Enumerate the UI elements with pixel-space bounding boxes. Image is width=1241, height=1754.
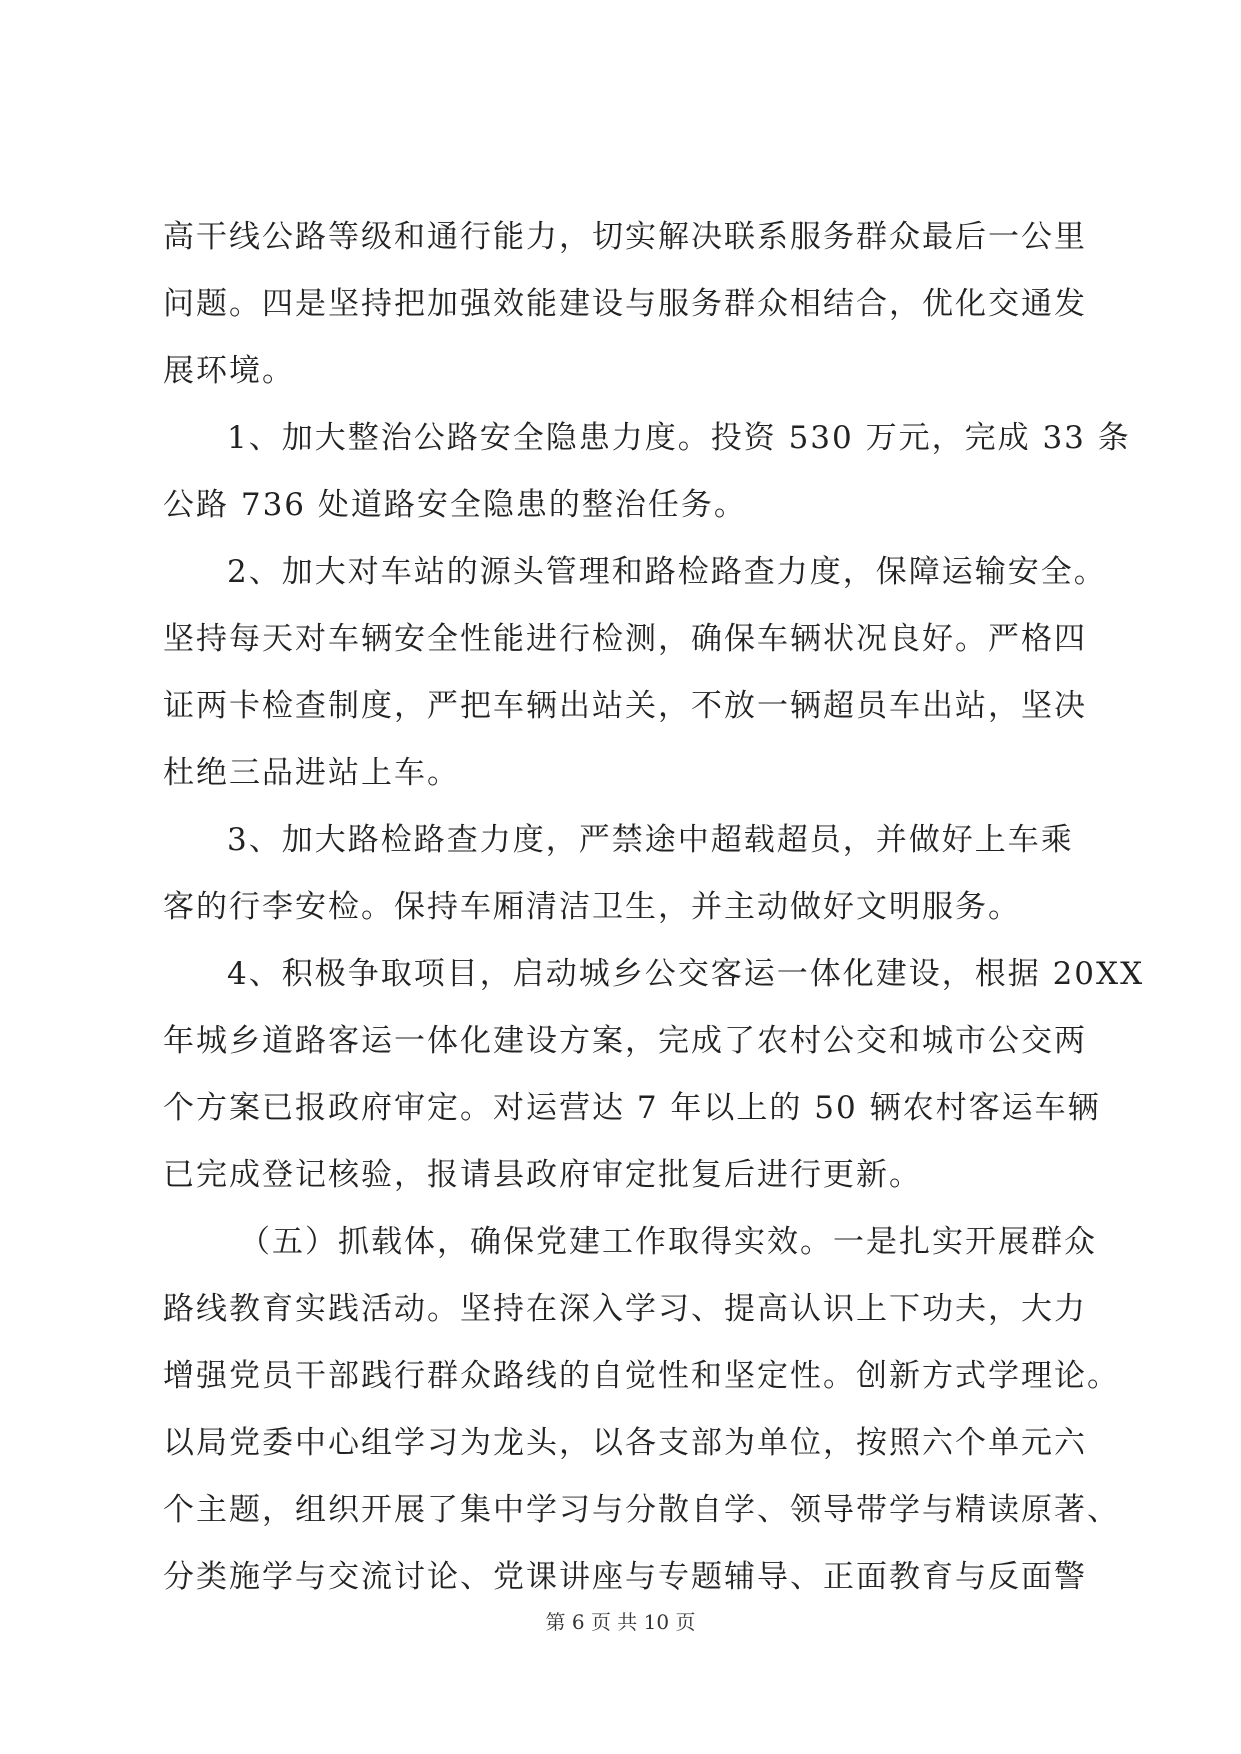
text-line: 路线教育实践活动。坚持在深入学习、提高认识上下功夫，大力	[163, 1291, 1087, 1327]
text-line: 年城乡道路客运一体化建设方案，完成了农村公交和城市公交两	[163, 1023, 1087, 1059]
text-line: 坚持每天对车辆安全性能进行检测，确保车辆状况良好。严格四	[163, 621, 1087, 657]
text-line: 增强党员干部践行群众路线的自觉性和坚定性。创新方式学理论。	[163, 1358, 1120, 1394]
text-line: 高干线公路等级和通行能力，切实解决联系服务群众最后一公里	[163, 219, 1087, 255]
text-line: 客的行李安检。保持车厢清洁卫生，并主动做好文明服务。	[163, 889, 1021, 925]
text-line: 3、加大路检路查力度，严禁途中超载超员，并做好上车乘	[227, 822, 1074, 858]
page-footer: 第 6 页 共 10 页	[545, 1610, 696, 1634]
text-line: 问题。四是坚持把加强效能建设与服务群众相结合，优化交通发	[163, 286, 1087, 322]
text-line: 4、积极争取项目，启动城乡公交客运一体化建设，根据 20XX	[227, 956, 1145, 992]
text-line: 杜绝三品进站上车。	[163, 755, 460, 791]
text-line: 2、加大对车站的源头管理和路检路查力度，保障运输安全。	[227, 554, 1107, 590]
text-line: 公路 736 处道路安全隐患的整治任务。	[163, 487, 747, 523]
document-body	[163, 204, 1145, 1611]
text-line: 以局党委中心组学习为龙头，以各支部为单位，按照六个单元六	[163, 1425, 1087, 1461]
text-line: 证两卡检查制度，严把车辆出站关，不放一辆超员车出站，坚决	[163, 688, 1087, 724]
text-line: 1、加大整治公路安全隐患力度。投资 530 万元，完成 33 条	[227, 420, 1131, 456]
text-line: （五）抓载体，确保党建工作取得实效。一是扎实开展群众	[239, 1224, 1097, 1260]
text-line: 个主题，组织开展了集中学习与分散自学、领导带学与精读原著、	[163, 1492, 1120, 1528]
text-line: 个方案已报政府审定。对运营达 7 年以上的 50 辆农村客运车辆	[163, 1090, 1101, 1126]
text-line: 展环境。	[163, 353, 295, 389]
text-line: 分类施学与交流讨论、党课讲座与专题辅导、正面教育与反面警	[163, 1559, 1087, 1595]
text-line: 已完成登记核验，报请县政府审定批复后进行更新。	[163, 1157, 922, 1193]
